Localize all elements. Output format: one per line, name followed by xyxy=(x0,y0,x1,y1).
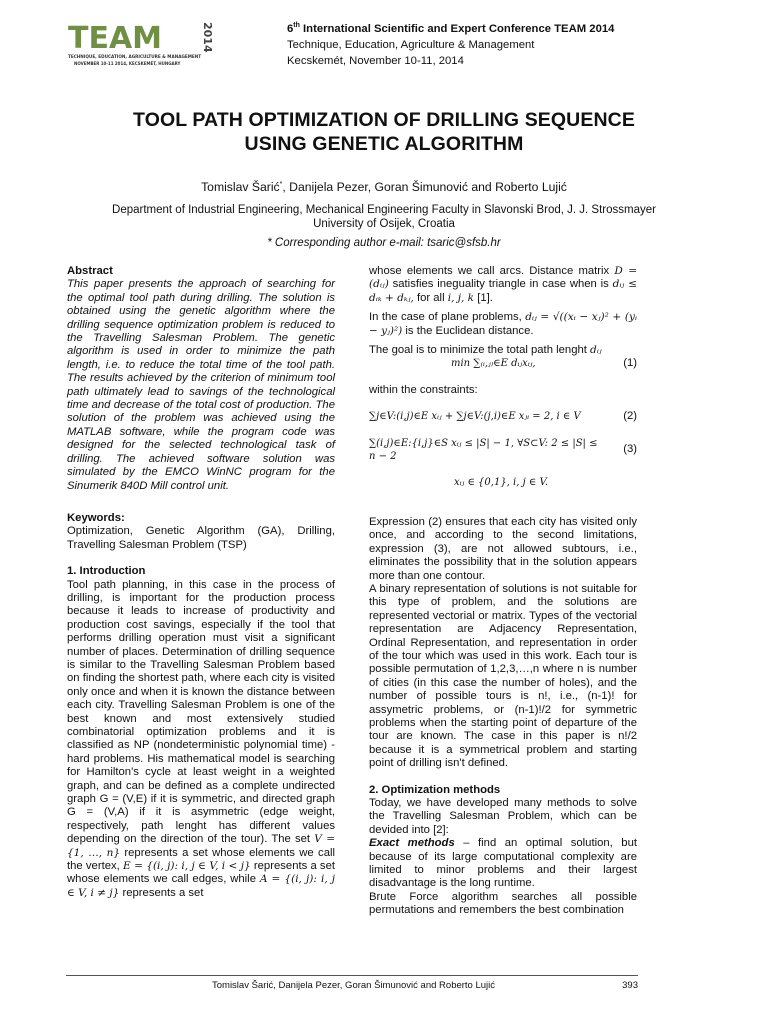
introduction-heading: 1. Introduction xyxy=(67,565,146,578)
right-column xyxy=(369,265,637,918)
equation-4: xᵢⱼ ∈ {0,1}, i, j ∈ V. xyxy=(454,477,549,489)
equation-3: ∑(i,j)∈E:{i,j}∈S xᵢⱼ ≤ |S| − 1, ∀S⊂V: 2 ≤ |S| ≤ n − 2 (3) xyxy=(369,437,637,463)
affiliation: Department of Industrial Engineering, Mechanical Engineering Faculty in Slavonski Brod, J. J. Strossmayer University of Osijek, Croatia xyxy=(112,204,656,230)
footer-rule xyxy=(66,975,638,976)
paper-title: TOOL PATH OPTIMIZATION OF DRILLING SEQUENCE USING GENETIC ALGORITHM xyxy=(133,109,635,155)
logo-tagline: TECHNIQUE, EDUCATION, AGRICULTURE & MANAGEMENT xyxy=(68,54,202,59)
conference-subtitle: Technique, Education, Agriculture & Management xyxy=(287,38,535,51)
optimization-methods-heading: 2. Optimization methods xyxy=(369,783,501,796)
corresponding-author: * Corresponding author e-mail: tsaric@sfsb.hr xyxy=(267,237,501,249)
logo-dates: NOVEMBER 10-11 2014, KECSKEMÉT, HUNGARY xyxy=(74,61,181,66)
abstract-text: This paper presents the approach of searching for the optimal tool path during drilling. The solution is obtained using the genetic algorithm where the drilling sequence optimization problem is reduced to the Travelling Salesman Problem. The genetic algorithm is used in order to minimize the path length, i.e. to reduce the total time of the tool path. The results achieved by the criterion of minimum tool path ultimately lead to savings of the technological time and decrease of the total cost of production. The solution of the problem was achieved using the MATLAB software, while the program code was designed for the selected technological task of drilling. The achieved software solution was simulated by the EMCO WinNC program for the Sinumerik 840D Mill control unit. xyxy=(67,278,335,492)
left-column xyxy=(67,265,335,900)
brute-force-paragraph: Brute Force algorithm searches all possible permutations and remembers the best combination xyxy=(369,890,637,917)
distance-matrix-paragraph: whose elements we call arcs. Distance matrix D = (dᵢⱼ) satisfies ineguality triangle in case when is dᵢⱼ ≤ dᵢₖ + dₖⱼ, for all i, j, k [1]. xyxy=(369,265,637,304)
methods-paragraph: Today, we have developed many methods to solve the Travelling Salesman Problem, which can be devided into [2]: xyxy=(369,797,637,836)
conference-title: 6th International Scientific and Expert Conference TEAM 2014 xyxy=(287,22,615,35)
expression-paragraph: Expression (2) ensures that each city has visited only once, and according to the second limitations, expression (3), are not allowed subtours, i.e., eliminates the possibility that in the solution appears more than one contour. xyxy=(369,515,637,582)
team-logo xyxy=(66,18,214,68)
exact-methods-paragraph: Exact methods – find an optimal solution, but because of its large computational complexity are limited to minor problems and their largest disadvantage is the long runtime. xyxy=(369,837,638,890)
keywords-text: Optimization, Genetic Algorithm (GA), Drilling, Travelling Salesman Problem (TSP) xyxy=(67,525,335,551)
equation-1: min ∑₍ᵢ,ⱼ₎∈E dᵢⱼxᵢⱼ, (1) xyxy=(451,357,637,370)
conference-header xyxy=(287,18,614,69)
page-number: 393 xyxy=(622,980,638,991)
conference-location: Kecskemét, November 10-11, 2014 xyxy=(287,54,464,67)
representation-paragraph: A binary representation of solutions is not suitable for this type of problem, and the solutions are represented vectorial or matrix. Types of the vectorial representation are Adjacency Representation, Ordinal Representation, and representation in order of the tour which was used in this work. Each tour is possible permutation of 1,2,3,…,n where n is number of cities (in this case the number of holes), and the number of possible tours is n!, i.e., (n-1)! for assymetric problems, or (n-1)!/2 for symmetric problems when the starting point of departure of the tour are known. The case in this paper is n!/2 because it is a symmetrical problem and starting point of drilling isn't defined. xyxy=(369,582,637,770)
paper-authors: Tomislav Šarić*, Danijela Pezer, Goran Šimunović and Roberto Lujić xyxy=(201,180,567,194)
abstract-heading: Abstract xyxy=(67,265,113,277)
logo-text: TEAM xyxy=(68,21,163,56)
goal-paragraph: The goal is to minimize the total path lenght dᵢⱼ xyxy=(369,344,602,357)
constraints-label: within the constraints: xyxy=(369,383,478,396)
euclidean-paragraph: In the case of plane problems, dᵢⱼ = √((xᵢ − xⱼ)² + (yᵢ − yⱼ)²) is the Euclidean distance. xyxy=(369,311,637,337)
introduction-paragraph: Tool path planning, in this case in the process of drilling, is important for the production process because it leads to increase of productivity and production cost savings, especially if the tool that performs drilling operation must visit a significant number of places. Determination of drilling sequence is similar to the Travelling Salesman Problem based on finding the shortest path, where each city is visited only once and when it is known the distance between each city. Travelling Salesman Problem is one of the best known and most extensively studied combinatorial optimization problems and it is classified as NP (nondeterministic polynomial time) - hard problems. His mathematical model is searching for Hamilton's cycle at least weight in a weighted graph, and can be defined as a complete undirected graph G = (V,E) if it is symmetric, and directed graph G = (V,A) if it is asymmetric (edge weight, respectively, path lenght has different values depending on the direction of the tour). The set V = {1, …, n} represents a set whose elements we call the vertex, E = {(i, j): i, j ∈ V, i < j} represents a set whose elements we call edges, while A = {(i, j): i, j ∈ V, i ≠ j} represents a set xyxy=(67,578,336,899)
keywords-heading: Keywords: xyxy=(67,511,125,524)
equation-2: ∑j∈V:(i,j)∈E xᵢⱼ + ∑j∈V:(j,i)∈E xⱼᵢ = 2, i ∈ V (2) xyxy=(369,410,637,423)
logo-year: 2014 xyxy=(201,22,214,53)
footer-authors: Tomislav Šarić, Danijela Pezer, Goran Šimunović and Roberto Lujić xyxy=(212,980,496,991)
